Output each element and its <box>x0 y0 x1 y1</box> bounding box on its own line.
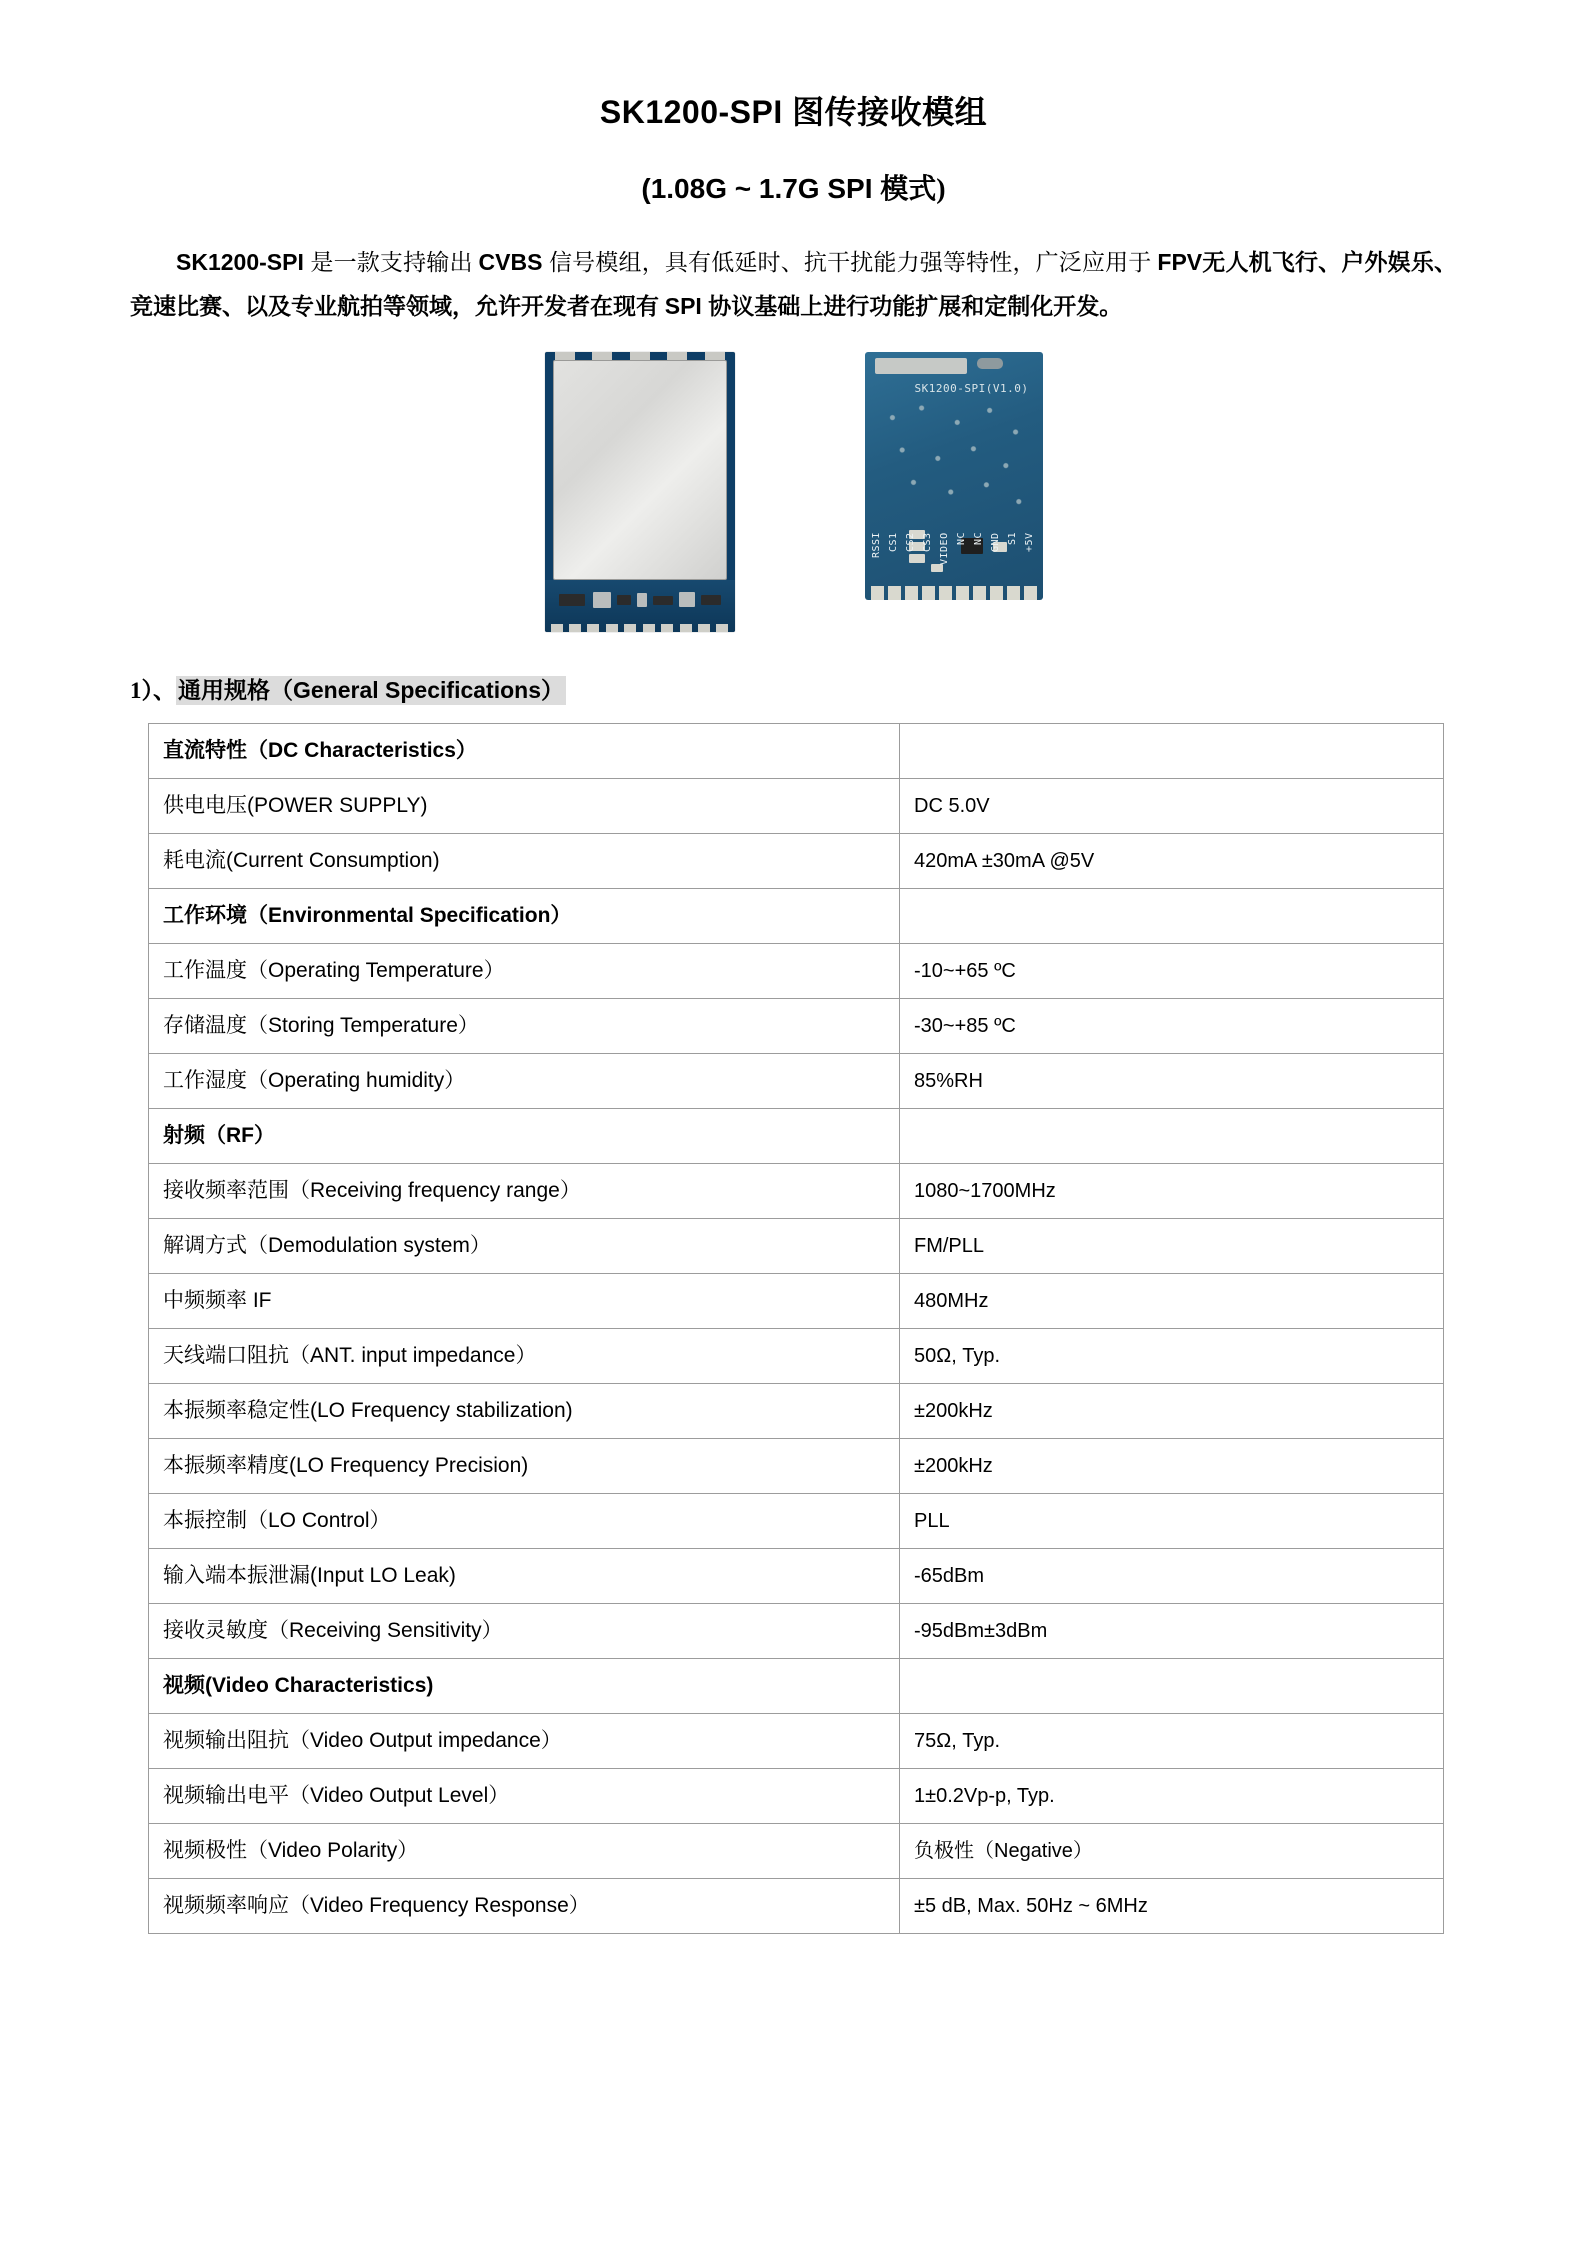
spec-group-row <box>149 1109 1444 1164</box>
spec-label-en: （LO Control） <box>247 1509 391 1533</box>
spec-label-cn: 存储温度 <box>163 1013 247 1038</box>
spec-value-cell: 480MHz <box>900 1274 1444 1329</box>
table-row <box>149 1494 1444 1549</box>
spec-label-en: （Receiving frequency range） <box>289 1179 581 1203</box>
spec-value-cell: 1±0.2Vp-p, Typ. <box>900 1769 1444 1824</box>
spec-value-cell: 负极性（Negative） <box>900 1824 1444 1879</box>
spec-label-cell <box>149 1274 900 1329</box>
pin-label-nc-2: NC <box>972 532 984 546</box>
spec-value-cell: ±200kHz <box>900 1384 1444 1439</box>
table-row <box>149 1219 1444 1274</box>
spec-label-cell <box>149 999 900 1054</box>
pin-label-nc-1: NC <box>955 532 967 546</box>
spec-group-row <box>149 889 1444 944</box>
spec-label-en: (POWER SUPPLY) <box>247 794 428 818</box>
section-title-cn-end: ） <box>540 678 564 704</box>
spec-label-en: （Operating humidity） <box>247 1069 466 1093</box>
spec-label-cn: 视频极性 <box>163 1838 247 1863</box>
spec-label-en: （Video Polarity） <box>247 1839 419 1863</box>
spec-label-cell <box>149 1769 900 1824</box>
section-index: 1）、 <box>130 678 176 704</box>
spec-group-row <box>149 1659 1444 1714</box>
table-row <box>149 999 1444 1054</box>
intro-paragraph <box>130 241 1457 328</box>
module-back-photo <box>865 352 1043 600</box>
pin-label-gnd: GND <box>989 532 1001 552</box>
spec-label-cell <box>149 1604 900 1659</box>
module-front-edge-pads <box>551 624 729 632</box>
spec-label-cell <box>149 1054 900 1109</box>
section-heading-general-specifications <box>130 672 1457 705</box>
spec-value-cell: 1080~1700MHz <box>900 1164 1444 1219</box>
pin-label-s1: S1 <box>1006 532 1018 546</box>
spec-label-cn: 直流特性 <box>163 738 247 763</box>
spec-label-cn: 视频输出电平 <box>163 1783 289 1808</box>
spec-value-cell: -95dBm±3dBm <box>900 1604 1444 1659</box>
intro-text-2: 信号模组，具有低延时、抗干扰能力强等特性，广泛应用于 <box>549 250 1158 275</box>
spec-label-en: （RF） <box>205 1124 275 1148</box>
product-photos <box>130 352 1457 632</box>
page-title-model: SK1200-SPI <box>599 94 793 130</box>
spec-label-cn: 视频输出阻抗 <box>163 1728 289 1753</box>
table-row <box>149 1329 1444 1384</box>
module-front-bottom-strip <box>545 580 735 632</box>
general-specifications-table <box>148 723 1444 1934</box>
spec-value-cell: -65dBm <box>900 1549 1444 1604</box>
page-subtitle-range: (1.08G ~ 1.7G SPI <box>641 173 881 204</box>
spec-label-cell <box>149 1109 900 1164</box>
spec-label-cn: 天线端口阻抗 <box>163 1343 289 1368</box>
spec-label-cn: 本振频率稳定性 <box>163 1398 310 1423</box>
spec-label-cn: 输入端本振泄漏 <box>163 1563 310 1588</box>
spec-group-row <box>149 724 1444 779</box>
table-row <box>149 1384 1444 1439</box>
spec-value-cell: 75Ω, Typ. <box>900 1714 1444 1769</box>
spec-label-cn: 解调方式 <box>163 1233 247 1258</box>
pin-label-cs1: CS1 <box>887 532 899 552</box>
spec-label-en: (LO Frequency Precision) <box>289 1454 529 1478</box>
spec-label-cn: 接收频率范围 <box>163 1178 289 1203</box>
spec-label-cn: 工作湿度 <box>163 1068 247 1093</box>
spec-label-en: （Video Frequency Response） <box>289 1894 590 1918</box>
pin-label-rssi: RSSI <box>870 532 882 559</box>
spec-value-cell: 50Ω, Typ. <box>900 1329 1444 1384</box>
spec-label-en: （Video Output impedance） <box>289 1729 562 1753</box>
spec-label-en: （Environmental Specification） <box>247 904 572 928</box>
table-row <box>149 1054 1444 1109</box>
spec-value-cell <box>900 724 1444 779</box>
back-pin-pads <box>871 586 1037 600</box>
intro-text-1: 是一款支持输出 <box>310 250 479 275</box>
spec-value-cell: 420mA ±30mA @5V <box>900 834 1444 889</box>
spec-label-en: （Storing Temperature） <box>247 1014 479 1038</box>
spec-label-cell <box>149 724 900 779</box>
table-row <box>149 1164 1444 1219</box>
spec-label-en: （Demodulation system） <box>247 1234 491 1258</box>
spec-label-cn: 供电电压 <box>163 793 247 818</box>
pin-label-cs3: CS3 <box>921 532 933 552</box>
table-row <box>149 944 1444 999</box>
table-row <box>149 1824 1444 1879</box>
table-row <box>149 1604 1444 1659</box>
spec-label-cell <box>149 1879 900 1934</box>
spec-label-cn: 工作温度 <box>163 958 247 983</box>
pin-label-5v: +5V <box>1023 532 1035 552</box>
spec-label-cell <box>149 779 900 834</box>
table-row <box>149 1439 1444 1494</box>
intro-spi: SPI <box>664 292 709 319</box>
spec-label-cell <box>149 1439 900 1494</box>
spec-label-cn: 接收灵敏度 <box>163 1618 268 1643</box>
spec-value-cell <box>900 1109 1444 1164</box>
table-row <box>149 1714 1444 1769</box>
spec-label-en: （DC Characteristics） <box>247 739 477 763</box>
spec-label-cn: 本振频率精度 <box>163 1453 289 1478</box>
table-row <box>149 834 1444 889</box>
spec-label-cell <box>149 1494 900 1549</box>
spec-value-cell: ±5 dB, Max. 50Hz ~ 6MHz <box>900 1879 1444 1934</box>
board-silkscreen-label: SK1200-SPI(V1.0) <box>914 382 1029 396</box>
back-connector <box>977 358 1003 369</box>
spec-label-cell <box>149 889 900 944</box>
spec-label-en: (Video Characteristics) <box>205 1674 434 1698</box>
spec-label-cn: 耗电流 <box>163 848 226 873</box>
spec-label-cn: 中频频率 <box>163 1288 247 1313</box>
spec-label-en: IF <box>247 1289 272 1313</box>
spec-label-cell <box>149 1659 900 1714</box>
spec-label-cell <box>149 1219 900 1274</box>
spec-value-cell: ±200kHz <box>900 1439 1444 1494</box>
spec-label-en: (Current Consumption) <box>226 849 440 873</box>
table-row <box>149 1274 1444 1329</box>
spec-label-en: (Input LO Leak) <box>310 1564 456 1588</box>
back-solder-pad-field <box>873 396 1035 516</box>
spec-value-cell: DC 5.0V <box>900 779 1444 834</box>
section-title-en: General Specifications <box>293 677 541 704</box>
back-pin-labels <box>871 532 1037 584</box>
spec-value-cell <box>900 1659 1444 1714</box>
page-subtitle <box>130 168 1457 211</box>
page-title-cn: 图传接收模组 <box>792 94 988 130</box>
module-front-photo <box>545 352 735 632</box>
intro-fpv: FPV <box>1157 249 1203 275</box>
page-subtitle-cn: 模式) <box>880 174 946 205</box>
table-row <box>149 1769 1444 1824</box>
intro-text-3: 无人机飞行、户外娱乐、竞速比赛、以及专业航拍等领域，允许开发者在现有 <box>130 250 1458 319</box>
table-row <box>149 1879 1444 1934</box>
intro-cvbs: CVBS <box>478 249 550 275</box>
spec-label-cn: 视频频率响应 <box>163 1893 289 1918</box>
table-row <box>149 779 1444 834</box>
spec-label-cell <box>149 1384 900 1439</box>
intro-model-name: SK1200-SPI <box>176 249 311 275</box>
spec-label-cn: 视频 <box>163 1673 205 1698</box>
pin-label-video: VIDEO <box>938 532 950 565</box>
intro-text-4: 协议基础上进行功能扩展和定制化开发。 <box>708 293 1123 319</box>
spec-value-cell: -30~+85 ºC <box>900 999 1444 1054</box>
spec-label-cell <box>149 1329 900 1384</box>
spec-label-en: （ANT. input impedance） <box>289 1344 537 1368</box>
spec-value-cell: PLL <box>900 1494 1444 1549</box>
spec-label-cell <box>149 834 900 889</box>
spec-value-cell <box>900 889 1444 944</box>
table-row <box>149 1549 1444 1604</box>
spec-value-cell: 85%RH <box>900 1054 1444 1109</box>
spec-value-cell: -10~+65 ºC <box>900 944 1444 999</box>
page-title <box>130 88 1457 136</box>
spec-label-cell <box>149 1164 900 1219</box>
section-title-cn: 通用规格（ <box>178 678 293 704</box>
spec-label-cell <box>149 1824 900 1879</box>
spec-label-cell <box>149 1549 900 1604</box>
spec-label-cell <box>149 944 900 999</box>
spec-label-en: （Receiving Sensitivity） <box>268 1619 503 1643</box>
spec-label-en: (LO Frequency stabilization) <box>310 1399 573 1423</box>
spec-label-en: （Video Output Level） <box>289 1784 510 1808</box>
spec-label-cn: 本振控制 <box>163 1508 247 1533</box>
spec-label-cn: 射频 <box>163 1123 205 1148</box>
spec-label-en: （Operating Temperature） <box>247 959 505 983</box>
spec-label-cn: 工作环境 <box>163 903 247 928</box>
spec-label-cell <box>149 1714 900 1769</box>
shield-can <box>553 360 727 580</box>
pin-label-cs2: CS2 <box>904 532 916 552</box>
back-shield-clip <box>875 358 967 374</box>
spec-value-cell: FM/PLL <box>900 1219 1444 1274</box>
